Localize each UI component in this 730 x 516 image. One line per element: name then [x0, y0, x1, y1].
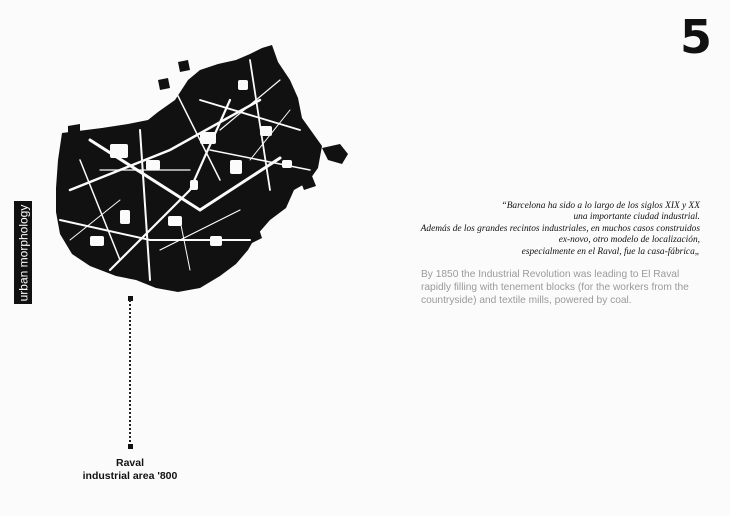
quote-line: Además de los grandes recintos industriales, en muchos casos construidos — [420, 223, 700, 234]
page-number: 5 — [679, 10, 712, 64]
side-tab-urban-morphology — [14, 201, 32, 304]
map-caption — [60, 457, 200, 483]
quote-line: “Barcelona ha sido a lo largo de los siglos XIX y XX — [501, 201, 700, 211]
quote-line: una importante ciudad industrial. — [573, 212, 700, 223]
paragraph-line: countryside) and textile mills, powered by coal. — [421, 295, 632, 306]
raval-figure-ground-map — [50, 40, 350, 300]
english-paragraph — [421, 268, 711, 307]
quote-line: especialmente en el Raval, fue la casa-fábrica„ — [521, 246, 700, 257]
caption-subtitle: industrial area '800 — [82, 470, 178, 482]
paragraph-line: rapidly filling with tenement blocks (for the workers from the — [421, 282, 689, 293]
map-blocks-icon — [50, 40, 350, 300]
spanish-quote — [380, 201, 700, 258]
leader-dotted-line — [129, 300, 131, 446]
leader-end-dot — [128, 444, 133, 449]
side-tab-label: urban morphology — [16, 204, 31, 301]
quote-line: ex-novo, otro modelo de localización, — [558, 235, 700, 246]
caption-title: Raval — [115, 457, 145, 469]
paragraph-line: By 1850 the Industrial Revolution was leading to El Raval — [421, 269, 680, 280]
